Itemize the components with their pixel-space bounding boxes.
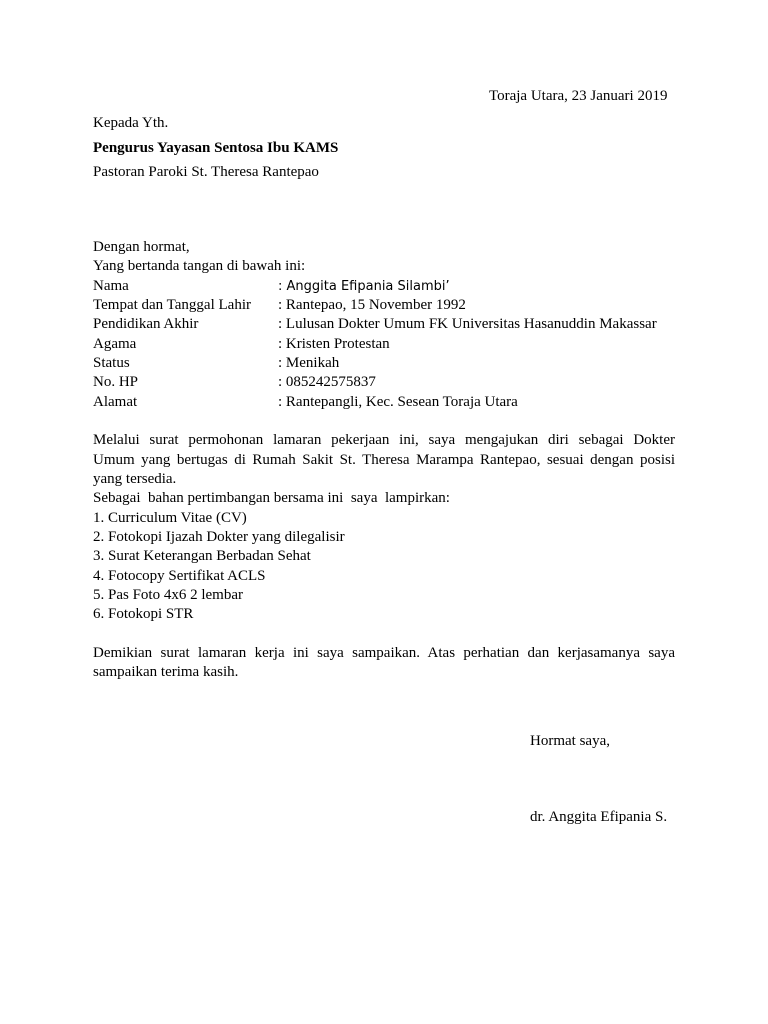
field-value-hp: : 085242575837 — [278, 374, 376, 390]
signatory-name: dr. Anggita Efipania S. — [530, 809, 668, 825]
greeting: Dengan hormat, — [93, 239, 190, 255]
field-value-ttl: : Rantepao, 15 November 1992 — [278, 297, 466, 313]
closing-line-1: Demikian surat lamaran kerja ini saya sampaikan. Atas perhatian dan kerjasamanya saya — [93, 645, 675, 661]
field-label-nama: Nama — [93, 278, 129, 294]
attachment-item: 1. Curriculum Vitae (CV) — [93, 510, 247, 526]
attachments-intro: Sebagai bahan pertimbangan bersama ini saya lampirkan: — [93, 490, 450, 506]
attachment-item: 2. Fotokopi Ijazah Dokter yang dilegalisir — [93, 529, 345, 545]
field-label-status: Status — [93, 355, 130, 371]
attachment-item: 4. Fotocopy Sertifikat ACLS — [93, 568, 266, 584]
recipient-address: Pastoran Paroki St. Theresa Rantepao — [93, 164, 319, 180]
attachment-item: 5. Pas Foto 4x6 2 lembar — [93, 587, 243, 603]
recipient-organization: Pengurus Yayasan Sentosa Ibu KAMS — [93, 140, 339, 156]
field-value-alamat: : Rantepangli, Kec. Sesean Toraja Utara — [278, 394, 518, 410]
field-value-pendidikan: : Lulusan Dokter Umum FK Universitas Hasanuddin Makassar — [278, 316, 657, 332]
field-label-pendidikan: Pendidikan Akhir — [93, 316, 199, 332]
place-date: Toraja Utara, 23 Januari 2019 — [489, 88, 668, 104]
field-value-status: : Menikah — [278, 355, 340, 371]
intro-text: Yang bertanda tangan di bawah ini: — [93, 258, 306, 274]
recipient-salutation: Kepada Yth. — [93, 115, 169, 131]
field-label-agama: Agama — [93, 336, 137, 352]
body-paragraph-line-2: Umum yang bertugas di Rumah Sakit St. Theresa Marampa Rantepao, sesuai dengan posisi — [93, 452, 675, 468]
regards: Hormat saya, — [530, 733, 610, 749]
attachment-item: 3. Surat Keterangan Berbadan Sehat — [93, 548, 311, 564]
field-value-agama: : Kristen Protestan — [278, 336, 390, 352]
body-paragraph-line-3: yang tersedia. — [93, 471, 177, 487]
closing-line-2: sampaikan terima kasih. — [93, 664, 239, 680]
field-label-hp: No. HP — [93, 374, 139, 390]
attachment-item: 6. Fotokopi STR — [93, 606, 194, 622]
field-value-nama: : Anggita Efipania Silambi’ — [278, 279, 450, 294]
field-label-alamat: Alamat — [93, 394, 138, 410]
body-paragraph-line-1: Melalui surat permohonan lamaran pekerjaan ini, saya mengajukan diri sebagai Dokter — [93, 432, 675, 448]
field-label-ttl: Tempat dan Tanggal Lahir — [93, 297, 251, 313]
